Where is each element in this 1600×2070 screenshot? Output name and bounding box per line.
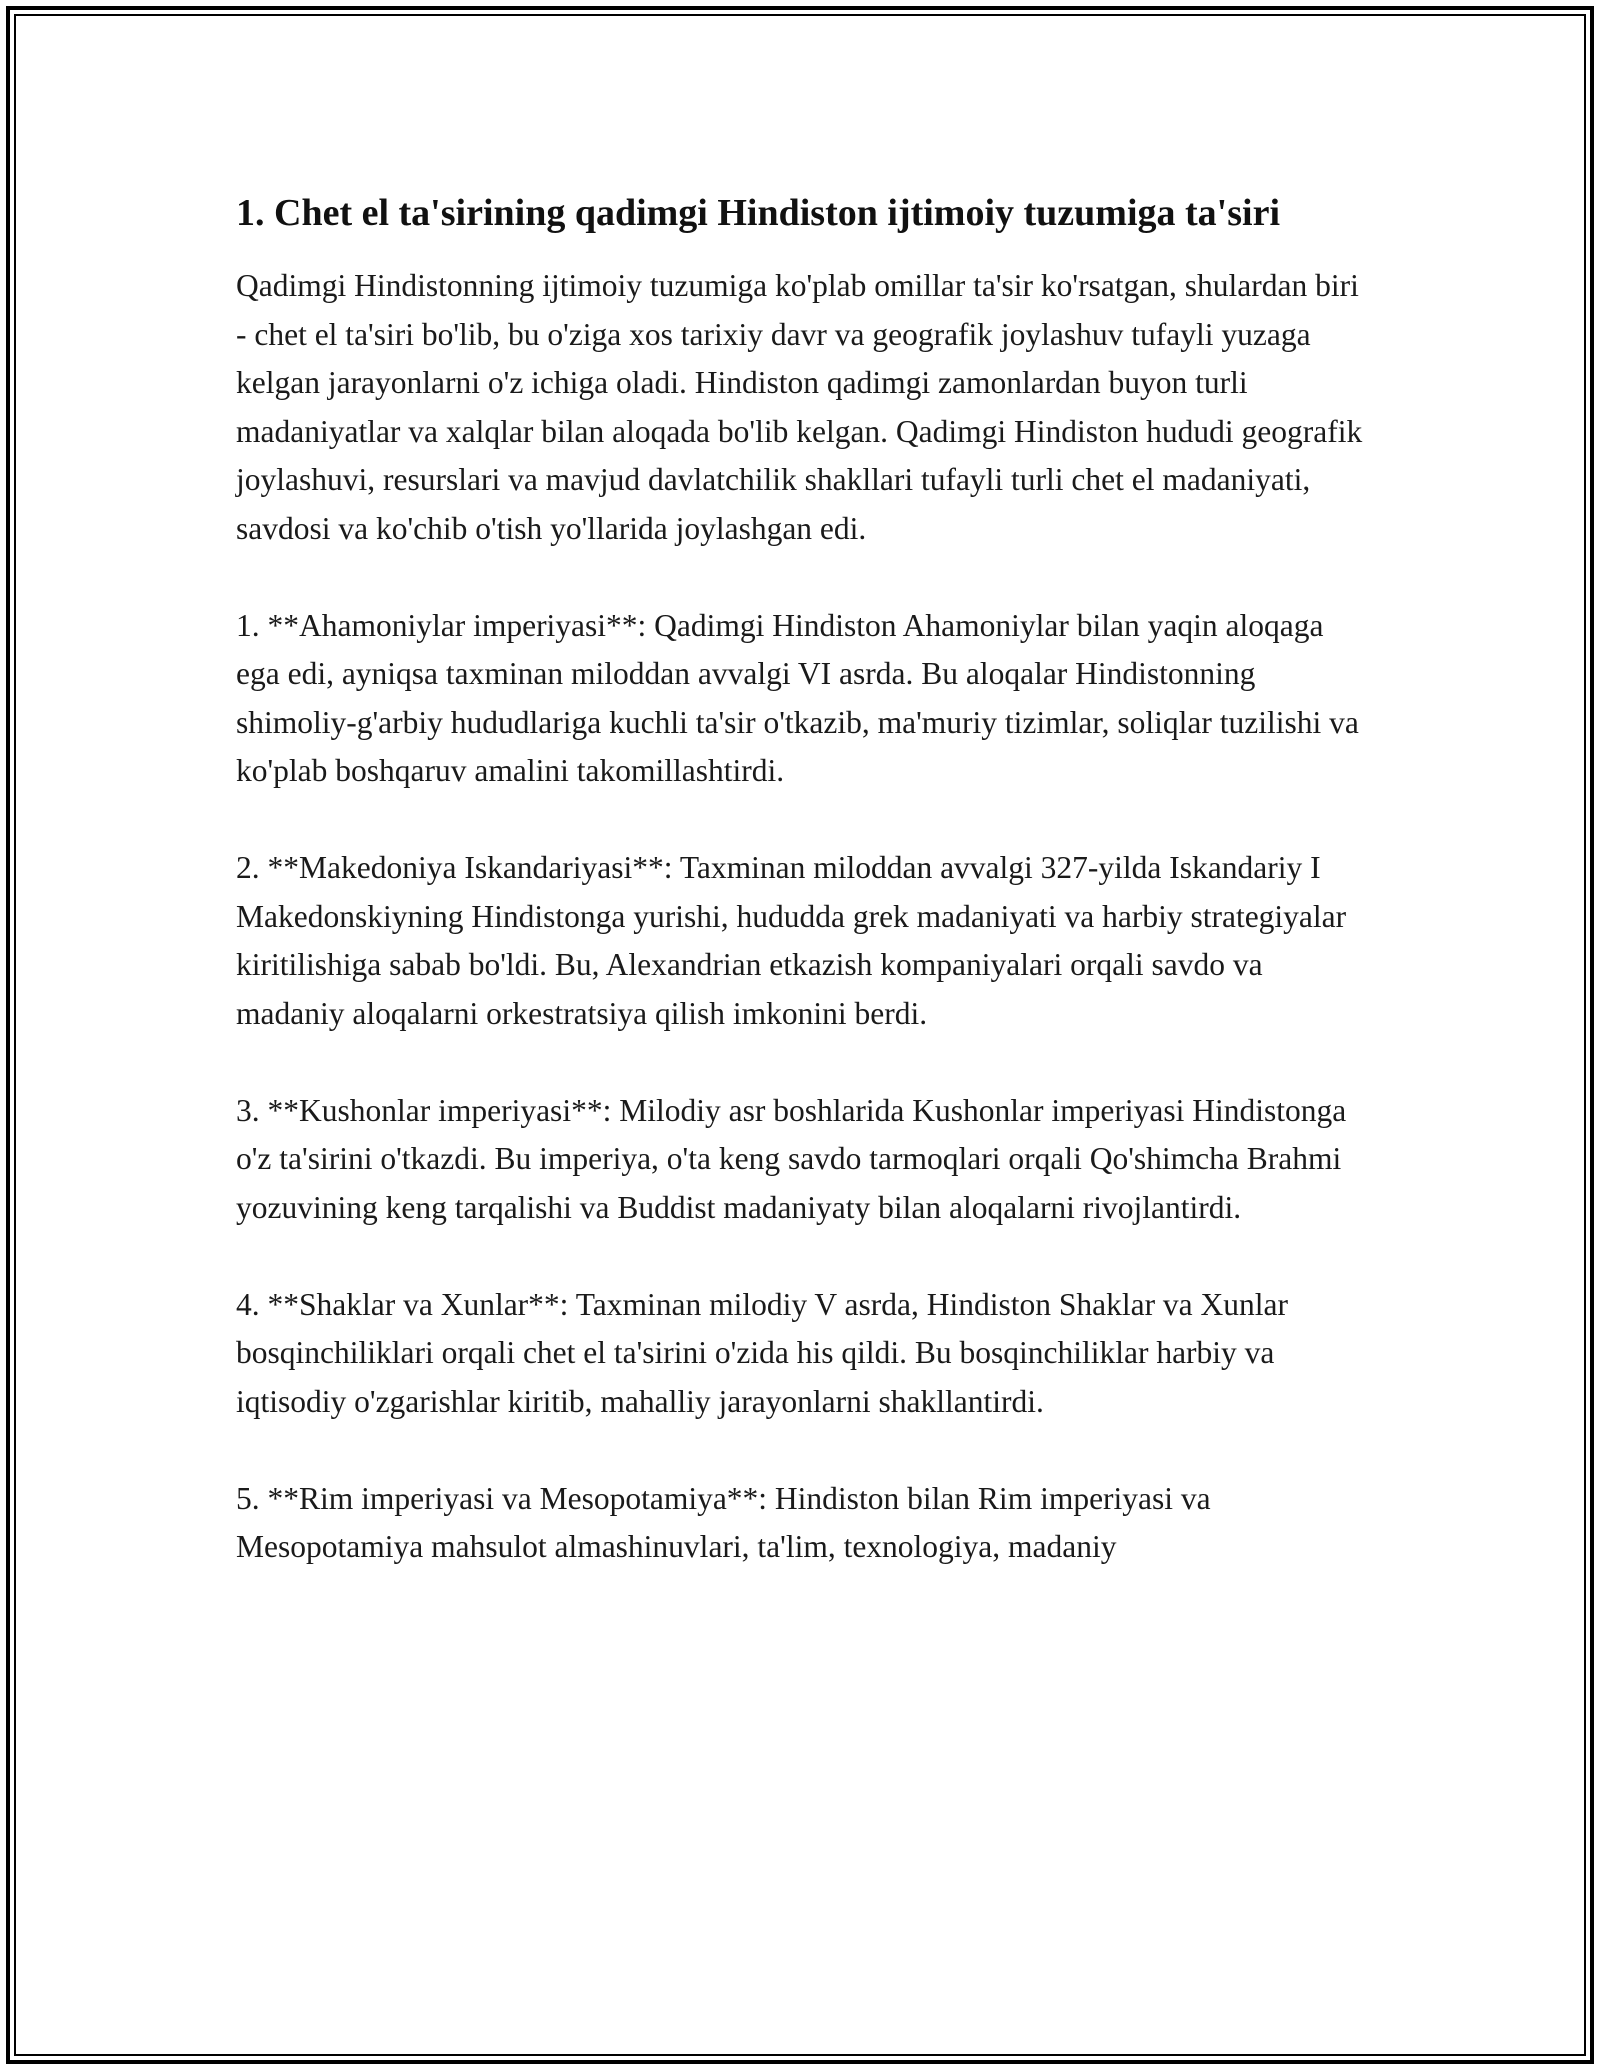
list-item-kushan: 3. **Kushonlar imperiyasi**: Milodiy asr boshlarida Kushonlar imperiyasi Hindistonga o'z ta'sirini o'tkazdi. Bu imperiya, o'ta keng savdo tarmoqlari orqali Qo'shimcha Brahmi yozuvining keng tarqalishi va Buddist madaniyaty bilan aloqalarni rivojlantirdi. — [236, 1092, 1347, 1225]
document-body — [236, 186, 1366, 1572]
list-item-rome-mesopotamia: 5. **Rim imperiyasi va Mesopotamiya**: Hindiston bilan Rim imperiyasi va Mesopotamiya mahsulot almashinuvlari, ta'lim, texnologiya, madaniy — [236, 1480, 1211, 1564]
intro-paragraph: Qadimgi Hindistonning ijtimoiy tuzumiga ko'plab omillar ta'sir ko'rsatgan, shulardan biri - chet el ta'siri bo'lib, bu o'ziga xos tarixiy davr va geografik joylashuv tufayli yuzaga kelgan jarayonlarni o'z ichiga oladi. Hindiston qadimgi zamonlardan buyon turli madaniyatlar va xalqlar bilan aloqada bo'lib kelgan. Qadimgi Hindiston hududi geografik joylashuvi, resurslari va mavjud davlatchilik shakllari tufayli turli chet el madaniyati, savdosi va ko'chib o'tish yo'llarida joylashgan edi. — [236, 268, 1363, 546]
list-item-achaemenid: 1. **Ahamoniylar imperiyasi**: Qadimgi Hindiston Ahamoniylar bilan yaqin aloqaga ega edi, ayniqsa taxminan miloddan avvalgi VI asrda. Bu aloqalar Hindistonning shimoliy-g'arbiy hududlariga kuchli ta'sir o'tkazib, ma'muriy tizimlar, soliqlar tuzilishi va ko'plab boshqaruv amalini takomillashtirdi. — [236, 607, 1359, 788]
section-heading: 1. Chet el ta'sirining qadimgi Hindiston ijtimoiy tuzumiga ta'siri — [236, 192, 1280, 234]
list-item-shaka-huns: 4. **Shaklar va Xunlar**: Taxminan milodiy V asrda, Hindiston Shaklar va Xunlar bosqinchiliklari orqali chet el ta'sirini o'zida his qildi. Bu bosqinchiliklar harbiy va iqtisodiy o'zgarishlar kiritib, mahalliy jarayonlarni shakllantirdi. — [236, 1286, 1289, 1419]
list-item-macedonia: 2. **Makedoniya Iskandariyasi**: Taxminan miloddan avvalgi 327-yilda Iskandariy I Makedonskiyning Hindistonga yurishi, hududda grek madaniyati va harbiy strategiyalar kiritilishiga sabab bo'ldi. Bu, Alexandrian etkazish kompaniyalari orqali savdo va madaniy aloqalarni orkestratsiya qilish imkonini berdi. — [236, 850, 1347, 1031]
